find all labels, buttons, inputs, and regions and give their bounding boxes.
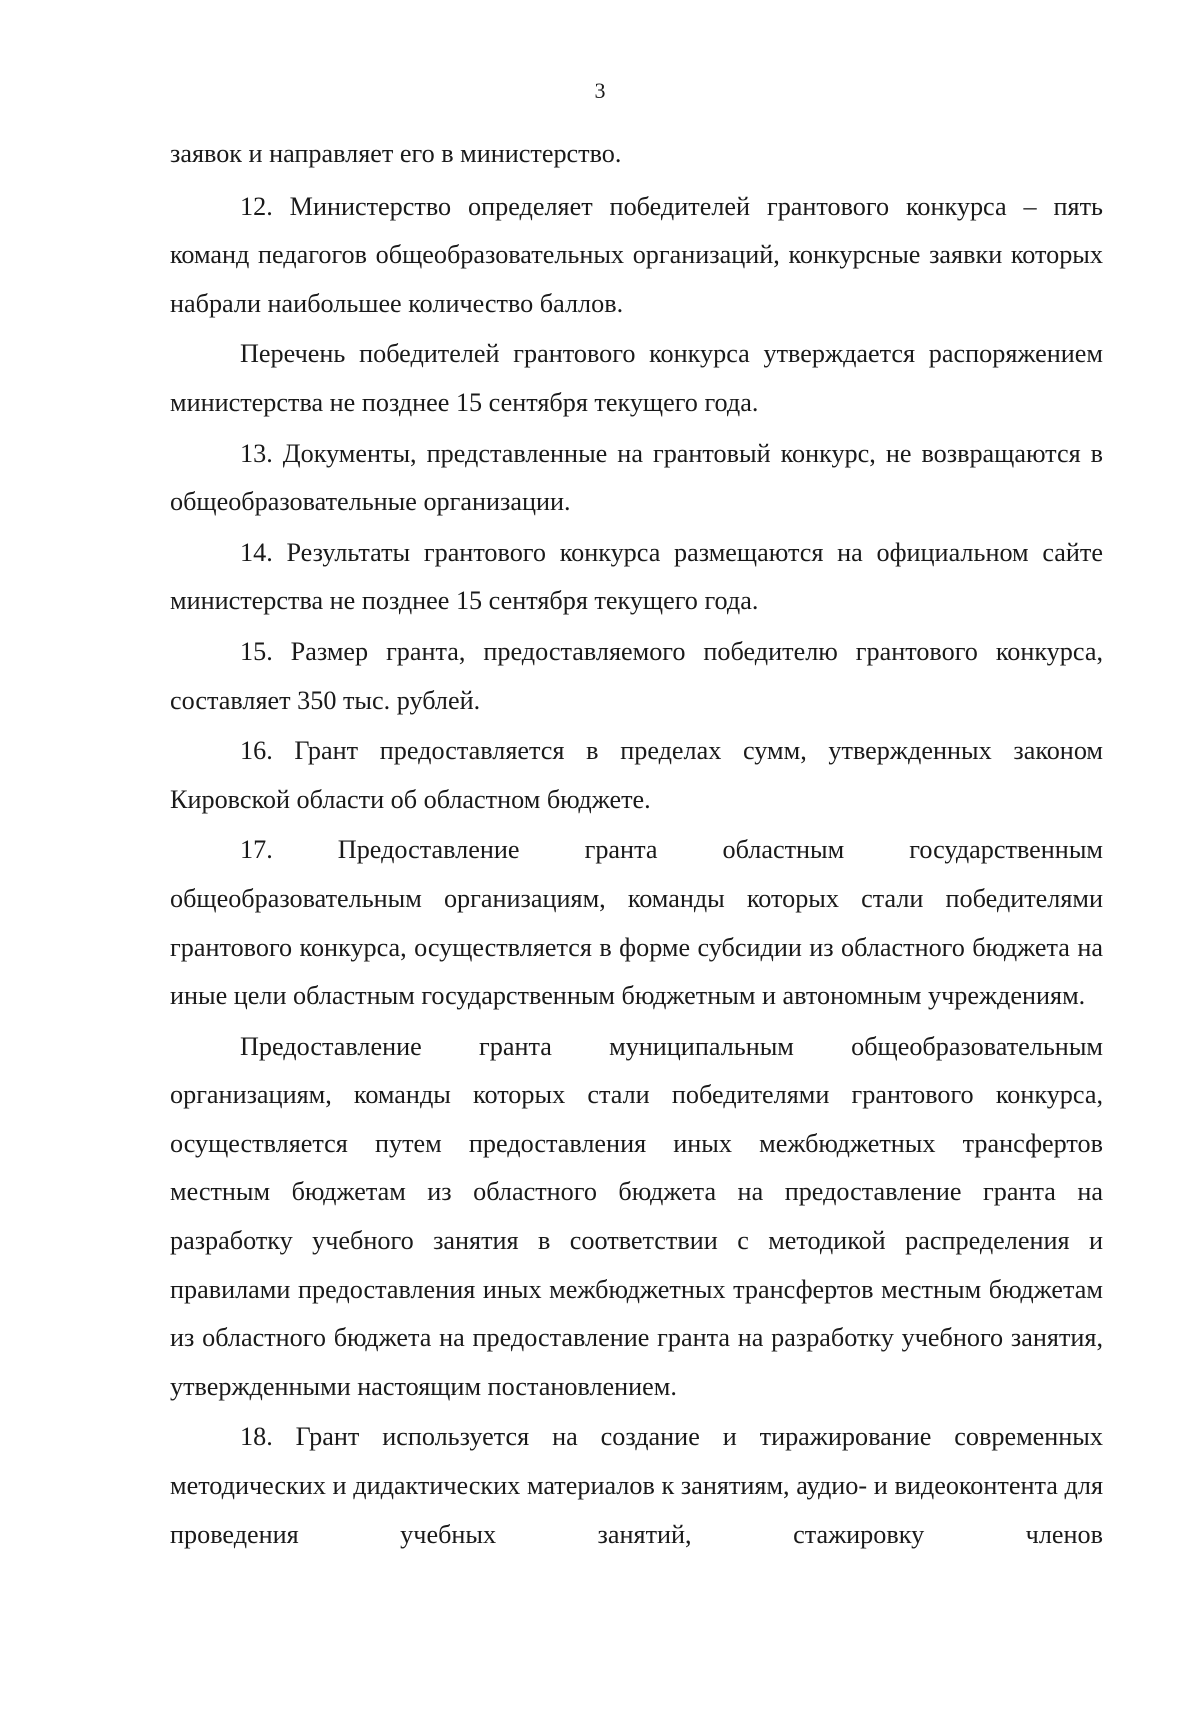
paragraph-item-16: 16. Грант предоставляется в пределах сумм, утвержденных законом Кировской области об областном бюджете. [170,736,1103,814]
paragraph-item-12: 12. Министерство определяет победителей грантового конкурса – пять команд педагогов общеобразовательных организаций, конкурсные заявки которых набрали наибольшее количество баллов. [170,191,1103,318]
document-body [170,130,1103,1559]
paragraph-item-18: 18. Грант используется на создание и тиражирование современных методических и дидактических материалов к занятиям, аудио- и видеоконтента для проведения учебных занятий, стажировку членов [170,1422,1103,1549]
paragraph-item-14: 14. Результаты грантового конкурса размещаются на официальном сайте министерства не позднее 15 сентября текущего года. [170,537,1103,616]
page-number: 3 [594,78,606,103]
paragraph-continuation: заявок и направляет его в министерство. [170,139,622,168]
paragraph-item-15: 15. Размер гранта, предоставляемого победителю грантового конкурса, составляет 350 тыс. рублей. [170,636,1103,715]
paragraph-item-13: 13. Документы, представленные на грантовый конкурс, не возвращаются в общеобразовательные организации. [170,438,1103,517]
paragraph-municipal-grant: Предоставление гранта муниципальным общеобразовательным организациям, команды которых стали победителями грантового конкурса, осуществляется путем предоставления иных межбюджетных трансфертов местным бюджетам из областного бюджета на предоставление гранта на разработку учебного занятия в соответствии с методикой распределения и правилами предоставления иных межбюджетных трансфертов местным бюджетам из областного бюджета на предоставление гранта на разработку учебного занятия, утвержденными настоящим постановлением. [170,1031,1103,1401]
paragraph-winners-list: Перечень победителей грантового конкурса утверждается распоряжением министерства не позднее 15 сентября текущего года. [170,339,1103,417]
paragraph-item-17: 17. Предоставление гранта областным государственным общеобразовательным организациям, команды которых стали победителями грантового конкурса, осуществляется в форме субсидии из областного бюджета на иные цели областным государственным бюджетным и автономным учреждениям. [170,835,1103,1011]
